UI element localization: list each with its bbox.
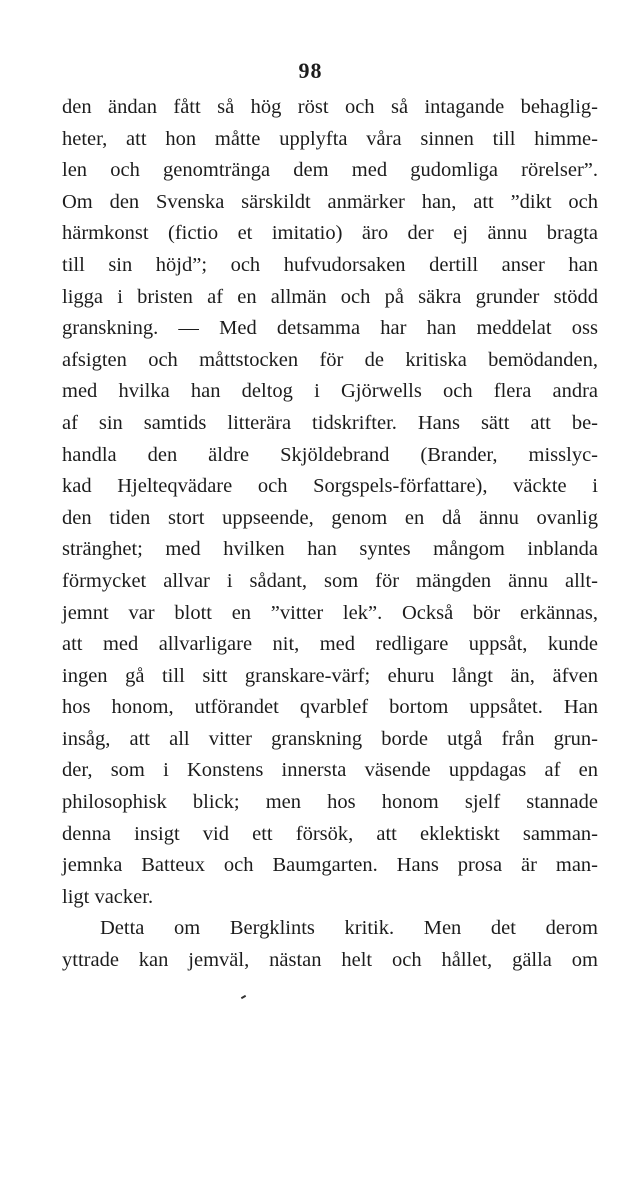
text-line: len och genomtränga dem med gudomliga rörelser”. xyxy=(62,159,598,182)
page-number: 98 xyxy=(298,58,323,83)
text-line: granskning. — Med detsamma har han meddelat oss xyxy=(62,317,598,340)
paragraph-1 xyxy=(62,92,598,913)
text-line: der, som i Konstens innersta väsende uppdagas af en xyxy=(62,759,598,782)
paragraph-2 xyxy=(62,913,598,976)
text-line: härmkonst (fictio et imitatio) äro der ej ännu bragta xyxy=(62,222,598,245)
text-line: förmycket allvar i sådant, som för mängden ännu allt- xyxy=(62,569,598,592)
text-line: jemnka Batteux och Baumgarten. Hans prosa är man- xyxy=(62,854,598,877)
text-line: insåg, att all vitter granskning borde utgå från grun- xyxy=(62,727,598,750)
text-line: ligt vacker. xyxy=(62,885,154,908)
text-line: kad Hjelteqvädare och Sorgspels-författare), väckte i xyxy=(62,475,598,498)
text-line: att med allvarligare nit, med redligare uppsåt, kunde xyxy=(62,633,598,656)
body-text xyxy=(62,92,598,977)
text-line: yttrade kan jemväl, nästan helt och hållet, gälla om xyxy=(62,949,598,972)
text-line: handla den äldre Skjöldebrand (Brander, misslyc- xyxy=(62,443,598,466)
text-line: ingen gå till sitt granskare-värf; ehuru långt än, äfven xyxy=(62,664,598,687)
text-line: jemnt var blott en ”vitter lek”. Också bör erkännas, xyxy=(62,601,598,624)
text-line: Om den Svenska särskildt anmärker han, att ”dikt och xyxy=(62,190,598,213)
text-line: heter, att hon måtte upplyfta våra sinnen till himme- xyxy=(62,127,598,150)
ink-speck xyxy=(241,995,246,999)
text-line: Detta om Bergklints kritik. Men det derom xyxy=(100,917,598,940)
text-line: philosophisk blick; men hos honom sjelf stannade xyxy=(62,791,598,814)
text-line: denna insigt vid ett försök, att eklektiskt samman- xyxy=(62,822,598,845)
text-line: med hvilka han deltog i Gjörwells och flera andra xyxy=(62,380,598,403)
text-line: afsigten och måttstocken för de kritiska bemödanden, xyxy=(62,348,598,371)
text-line: stränghet; med hvilken han syntes mångom inblanda xyxy=(62,538,598,561)
text-line: af sin samtids litterära tidskrifter. Hans sätt att be- xyxy=(62,411,598,434)
text-line: den tiden stort uppseende, genom en då ännu ovanlig xyxy=(62,506,598,529)
text-line: den ändan fått så hög röst och så intagande behaglig- xyxy=(62,96,598,118)
text-line: ligga i bristen af en allmän och på säkra grunder stödd xyxy=(62,285,598,308)
text-line: till sin höjd”; och hufvudorsaken dertill anser han xyxy=(62,253,598,276)
text-line: hos honom, utförandet qvarblef bortom uppsåtet. Han xyxy=(62,696,598,719)
